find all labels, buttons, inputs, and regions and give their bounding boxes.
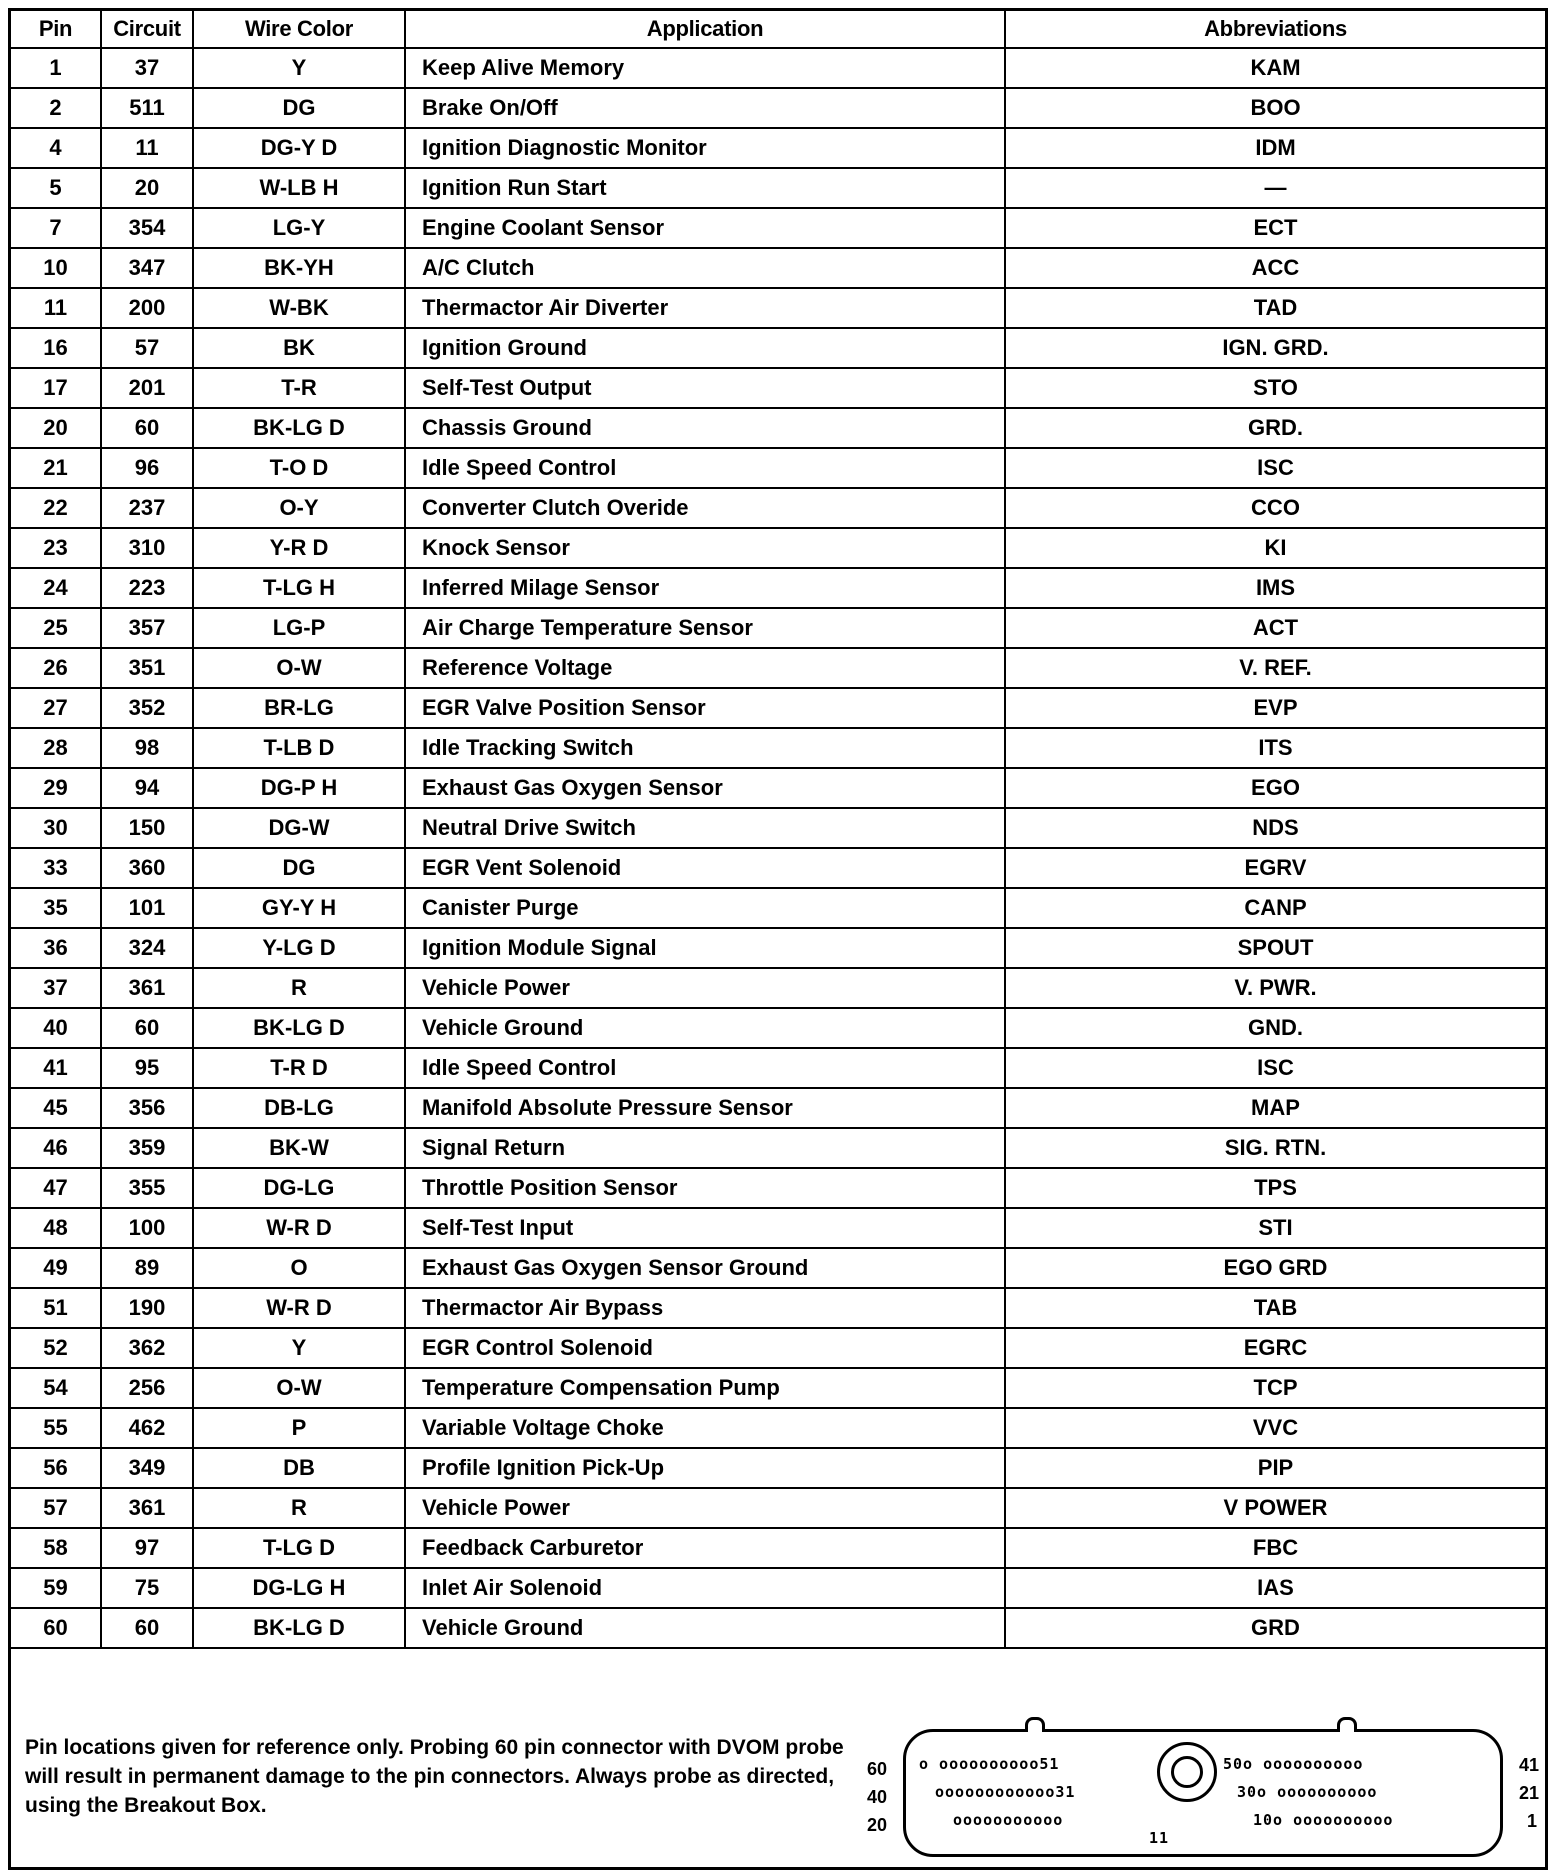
circuit-number: 75 bbox=[101, 1568, 193, 1608]
pin-number: 21 bbox=[11, 448, 101, 488]
table-row bbox=[11, 1488, 1545, 1528]
table-row bbox=[11, 208, 1545, 248]
wire-color: DG-LG H bbox=[193, 1568, 405, 1608]
abbreviation: CCO bbox=[1005, 488, 1545, 528]
pin-number: 54 bbox=[11, 1368, 101, 1408]
table-row bbox=[11, 1088, 1545, 1128]
wire-color: T-LG D bbox=[193, 1528, 405, 1568]
abbreviation: STI bbox=[1005, 1208, 1545, 1248]
connector-label-60: 60 bbox=[867, 1759, 888, 1779]
wire-color: R bbox=[193, 1488, 405, 1528]
application: Ignition Module Signal bbox=[405, 928, 1005, 968]
pin-number: 28 bbox=[11, 728, 101, 768]
table-row bbox=[11, 488, 1545, 528]
table-row bbox=[11, 48, 1545, 88]
circuit-number: 356 bbox=[101, 1088, 193, 1128]
connector-label-41: 41 bbox=[1519, 1755, 1540, 1775]
wire-color: LG-Y bbox=[193, 208, 405, 248]
circuit-number: 351 bbox=[101, 648, 193, 688]
abbreviation: NDS bbox=[1005, 808, 1545, 848]
pin-number: 36 bbox=[11, 928, 101, 968]
pin-number: 40 bbox=[11, 1008, 101, 1048]
abbreviation: TAB bbox=[1005, 1288, 1545, 1328]
table-header-row bbox=[11, 11, 1545, 48]
circuit-number: 37 bbox=[101, 48, 193, 88]
circuit-number: 101 bbox=[101, 888, 193, 928]
pin-number: 52 bbox=[11, 1328, 101, 1368]
circuit-number: 355 bbox=[101, 1168, 193, 1208]
pin-label-11: 11 bbox=[1149, 1829, 1170, 1847]
wire-color: W-R D bbox=[193, 1288, 405, 1328]
wire-color: O-W bbox=[193, 648, 405, 688]
application: Vehicle Power bbox=[405, 968, 1005, 1008]
pin-table-body bbox=[11, 48, 1545, 1648]
circuit-number: 354 bbox=[101, 208, 193, 248]
circuit-number: 97 bbox=[101, 1528, 193, 1568]
abbreviation: GND. bbox=[1005, 1008, 1545, 1048]
application: Signal Return bbox=[405, 1128, 1005, 1168]
table-row bbox=[11, 1608, 1545, 1648]
table-row bbox=[11, 1408, 1545, 1448]
pin-number: 37 bbox=[11, 968, 101, 1008]
abbreviation: BOO bbox=[1005, 88, 1545, 128]
wire-color: O-W bbox=[193, 1368, 405, 1408]
application: EGR Control Solenoid bbox=[405, 1328, 1005, 1368]
circuit-number: 347 bbox=[101, 248, 193, 288]
circuit-number: 357 bbox=[101, 608, 193, 648]
table-row bbox=[11, 968, 1545, 1008]
pin-row-top-left: o oooooooooo51 bbox=[919, 1755, 1060, 1773]
application: Canister Purge bbox=[405, 888, 1005, 928]
abbreviation: SIG. RTN. bbox=[1005, 1128, 1545, 1168]
table-row bbox=[11, 408, 1545, 448]
pin-number: 27 bbox=[11, 688, 101, 728]
circuit-number: 96 bbox=[101, 448, 193, 488]
connector-diagram bbox=[867, 1707, 1547, 1867]
application: Reference Voltage bbox=[405, 648, 1005, 688]
circuit-number: 200 bbox=[101, 288, 193, 328]
application: Vehicle Power bbox=[405, 1488, 1005, 1528]
circuit-number: 361 bbox=[101, 968, 193, 1008]
application: Inlet Air Solenoid bbox=[405, 1568, 1005, 1608]
application: Self-Test Output bbox=[405, 368, 1005, 408]
wire-color: BR-LG bbox=[193, 688, 405, 728]
connector-label-21: 21 bbox=[1519, 1783, 1540, 1803]
circuit-number: 310 bbox=[101, 528, 193, 568]
application: Ignition Diagnostic Monitor bbox=[405, 128, 1005, 168]
wire-color: LG-P bbox=[193, 608, 405, 648]
wire-color: T-R D bbox=[193, 1048, 405, 1088]
connector-label-40: 40 bbox=[867, 1787, 888, 1807]
pin-number: 29 bbox=[11, 768, 101, 808]
abbreviation: — bbox=[1005, 168, 1545, 208]
wire-color: DG-LG bbox=[193, 1168, 405, 1208]
connector-label-20: 20 bbox=[867, 1815, 888, 1835]
table-row bbox=[11, 1448, 1545, 1488]
circuit-number: 11 bbox=[101, 128, 193, 168]
application: Engine Coolant Sensor bbox=[405, 208, 1005, 248]
wire-color: W-R D bbox=[193, 1208, 405, 1248]
wire-color: W-BK bbox=[193, 288, 405, 328]
application: Exhaust Gas Oxygen Sensor Ground bbox=[405, 1248, 1005, 1288]
application: Thermactor Air Bypass bbox=[405, 1288, 1005, 1328]
application: Chassis Ground bbox=[405, 408, 1005, 448]
abbreviation: EGO GRD bbox=[1005, 1248, 1545, 1288]
pin-number: 11 bbox=[11, 288, 101, 328]
wire-color: GY-Y H bbox=[193, 888, 405, 928]
circuit-number: 361 bbox=[101, 1488, 193, 1528]
wire-color: BK-W bbox=[193, 1128, 405, 1168]
circuit-number: 150 bbox=[101, 808, 193, 848]
wire-color: BK-LG D bbox=[193, 408, 405, 448]
abbreviation: EGRV bbox=[1005, 848, 1545, 888]
abbreviation: ACT bbox=[1005, 608, 1545, 648]
pin-number: 16 bbox=[11, 328, 101, 368]
wire-color: BK-YH bbox=[193, 248, 405, 288]
pin-number: 35 bbox=[11, 888, 101, 928]
pin-number: 30 bbox=[11, 808, 101, 848]
application: A/C Clutch bbox=[405, 248, 1005, 288]
wire-color: DG bbox=[193, 88, 405, 128]
abbreviation: ITS bbox=[1005, 728, 1545, 768]
wire-color: DB bbox=[193, 1448, 405, 1488]
wire-color: DG bbox=[193, 848, 405, 888]
circuit-number: 324 bbox=[101, 928, 193, 968]
table-row bbox=[11, 1168, 1545, 1208]
abbreviation: KAM bbox=[1005, 48, 1545, 88]
wire-color: T-LB D bbox=[193, 728, 405, 768]
wire-color: DG-P H bbox=[193, 768, 405, 808]
circuit-number: 359 bbox=[101, 1128, 193, 1168]
pin-number: 17 bbox=[11, 368, 101, 408]
table-row bbox=[11, 1008, 1545, 1048]
pin-number: 25 bbox=[11, 608, 101, 648]
table-row bbox=[11, 888, 1545, 928]
pin-number: 46 bbox=[11, 1128, 101, 1168]
table-row bbox=[11, 1128, 1545, 1168]
pin-number: 10 bbox=[11, 248, 101, 288]
wire-color: Y-LG D bbox=[193, 928, 405, 968]
wire-color: T-O D bbox=[193, 448, 405, 488]
circuit-number: 362 bbox=[101, 1328, 193, 1368]
application: Idle Speed Control bbox=[405, 1048, 1005, 1088]
connector-label-1: 1 bbox=[1527, 1811, 1538, 1831]
circuit-number: 60 bbox=[101, 1608, 193, 1648]
application: Temperature Compensation Pump bbox=[405, 1368, 1005, 1408]
pin-number: 56 bbox=[11, 1448, 101, 1488]
table-row bbox=[11, 808, 1545, 848]
abbreviation: IDM bbox=[1005, 128, 1545, 168]
pin-row-middle-right: 30o oooooooooo bbox=[1237, 1783, 1378, 1801]
circuit-number: 89 bbox=[101, 1248, 193, 1288]
pin-number: 26 bbox=[11, 648, 101, 688]
abbreviation: V POWER bbox=[1005, 1488, 1545, 1528]
circuit-number: 98 bbox=[101, 728, 193, 768]
circuit-number: 349 bbox=[101, 1448, 193, 1488]
pin-number: 33 bbox=[11, 848, 101, 888]
circuit-number: 360 bbox=[101, 848, 193, 888]
abbreviation: KI bbox=[1005, 528, 1545, 568]
abbreviation: VVC bbox=[1005, 1408, 1545, 1448]
circuit-number: 237 bbox=[101, 488, 193, 528]
pin-chart-sheet bbox=[8, 8, 1548, 1870]
abbreviation: EVP bbox=[1005, 688, 1545, 728]
pin-number: 23 bbox=[11, 528, 101, 568]
application: Knock Sensor bbox=[405, 528, 1005, 568]
application: Neutral Drive Switch bbox=[405, 808, 1005, 848]
wire-color: W-LB H bbox=[193, 168, 405, 208]
circuit-number: 60 bbox=[101, 1008, 193, 1048]
table-row bbox=[11, 248, 1545, 288]
pin-number: 57 bbox=[11, 1488, 101, 1528]
application: Keep Alive Memory bbox=[405, 48, 1005, 88]
table-row bbox=[11, 328, 1545, 368]
pin-row-middle-left: oooooooooooo31 bbox=[935, 1783, 1076, 1801]
circuit-number: 223 bbox=[101, 568, 193, 608]
application: Air Charge Temperature Sensor bbox=[405, 608, 1005, 648]
application: Exhaust Gas Oxygen Sensor bbox=[405, 768, 1005, 808]
table-row bbox=[11, 288, 1545, 328]
application: Feedback Carburetor bbox=[405, 1528, 1005, 1568]
wire-color: Y bbox=[193, 48, 405, 88]
wire-color: P bbox=[193, 1408, 405, 1448]
abbreviation: MAP bbox=[1005, 1088, 1545, 1128]
circuit-number: 201 bbox=[101, 368, 193, 408]
abbreviation: CANP bbox=[1005, 888, 1545, 928]
abbreviation: IAS bbox=[1005, 1568, 1545, 1608]
header-abbreviations: Abbreviations bbox=[1005, 11, 1545, 48]
pin-table bbox=[11, 11, 1545, 1649]
pin-number: 22 bbox=[11, 488, 101, 528]
circuit-number: 190 bbox=[101, 1288, 193, 1328]
abbreviation: EGO bbox=[1005, 768, 1545, 808]
pin-number: 47 bbox=[11, 1168, 101, 1208]
table-row bbox=[11, 88, 1545, 128]
abbreviation: TAD bbox=[1005, 288, 1545, 328]
table-row bbox=[11, 168, 1545, 208]
pin-number: 20 bbox=[11, 408, 101, 448]
circuit-number: 462 bbox=[101, 1408, 193, 1448]
pin-number: 48 bbox=[11, 1208, 101, 1248]
abbreviation: TCP bbox=[1005, 1368, 1545, 1408]
table-row bbox=[11, 528, 1545, 568]
circuit-number: 20 bbox=[101, 168, 193, 208]
circuit-number: 57 bbox=[101, 328, 193, 368]
application: Manifold Absolute Pressure Sensor bbox=[405, 1088, 1005, 1128]
application: Throttle Position Sensor bbox=[405, 1168, 1005, 1208]
circuit-number: 511 bbox=[101, 88, 193, 128]
table-row bbox=[11, 728, 1545, 768]
table-row bbox=[11, 128, 1545, 168]
abbreviation: V. REF. bbox=[1005, 648, 1545, 688]
circuit-number: 94 bbox=[101, 768, 193, 808]
wire-color: DG-W bbox=[193, 808, 405, 848]
table-row bbox=[11, 568, 1545, 608]
pin-number: 58 bbox=[11, 1528, 101, 1568]
pin-number: 24 bbox=[11, 568, 101, 608]
wire-color: DB-LG bbox=[193, 1088, 405, 1128]
application: Vehicle Ground bbox=[405, 1608, 1005, 1648]
abbreviation: ECT bbox=[1005, 208, 1545, 248]
footnote-warning: Pin locations given for reference only. Probing 60 pin connector with DVOM probe will result in permanent damage to the pin connectors. Always probe as directed, using the Breakout Box. bbox=[25, 1736, 844, 1817]
wire-color: O-Y bbox=[193, 488, 405, 528]
circuit-number: 352 bbox=[101, 688, 193, 728]
pin-number: 51 bbox=[11, 1288, 101, 1328]
pin-row-top-right: 50o oooooooooo bbox=[1223, 1755, 1364, 1773]
circuit-number: 60 bbox=[101, 408, 193, 448]
application: Variable Voltage Choke bbox=[405, 1408, 1005, 1448]
pin-row-bottom-right: 10o oooooooooo bbox=[1253, 1811, 1394, 1829]
header-circuit: Circuit bbox=[101, 11, 193, 48]
wire-color: BK bbox=[193, 328, 405, 368]
circuit-number: 100 bbox=[101, 1208, 193, 1248]
pin-row-bottom-left: ooooooooooo bbox=[953, 1811, 1064, 1829]
table-row bbox=[11, 768, 1545, 808]
abbreviation: IMS bbox=[1005, 568, 1545, 608]
abbreviation: V. PWR. bbox=[1005, 968, 1545, 1008]
abbreviation: GRD bbox=[1005, 1608, 1545, 1648]
connector-key-left bbox=[1025, 1717, 1045, 1732]
application: Ignition Ground bbox=[405, 328, 1005, 368]
wire-color: BK-LG D bbox=[193, 1008, 405, 1048]
application: Thermactor Air Diverter bbox=[405, 288, 1005, 328]
table-row bbox=[11, 848, 1545, 888]
table-row bbox=[11, 1368, 1545, 1408]
circuit-number: 256 bbox=[101, 1368, 193, 1408]
application: Ignition Run Start bbox=[405, 168, 1005, 208]
application: EGR Valve Position Sensor bbox=[405, 688, 1005, 728]
header-pin: Pin bbox=[11, 11, 101, 48]
table-row bbox=[11, 1328, 1545, 1368]
application: Idle Speed Control bbox=[405, 448, 1005, 488]
table-row bbox=[11, 928, 1545, 968]
header-wire-color: Wire Color bbox=[193, 11, 405, 48]
abbreviation: SPOUT bbox=[1005, 928, 1545, 968]
pin-number: 45 bbox=[11, 1088, 101, 1128]
table-row bbox=[11, 688, 1545, 728]
application: Idle Tracking Switch bbox=[405, 728, 1005, 768]
pin-number: 4 bbox=[11, 128, 101, 168]
header-application: Application bbox=[405, 11, 1005, 48]
table-row bbox=[11, 1568, 1545, 1608]
pin-number: 1 bbox=[11, 48, 101, 88]
table-row bbox=[11, 1048, 1545, 1088]
table-row bbox=[11, 608, 1545, 648]
table-row bbox=[11, 368, 1545, 408]
table-row bbox=[11, 1288, 1545, 1328]
pin-number: 59 bbox=[11, 1568, 101, 1608]
pin-number: 7 bbox=[11, 208, 101, 248]
abbreviation: FBC bbox=[1005, 1528, 1545, 1568]
pin-number: 2 bbox=[11, 88, 101, 128]
application: Converter Clutch Overide bbox=[405, 488, 1005, 528]
abbreviation: TPS bbox=[1005, 1168, 1545, 1208]
application: EGR Vent Solenoid bbox=[405, 848, 1005, 888]
wire-color: T-R bbox=[193, 368, 405, 408]
table-row bbox=[11, 1208, 1545, 1248]
wire-color: DG-Y D bbox=[193, 128, 405, 168]
wire-color: T-LG H bbox=[193, 568, 405, 608]
table-row bbox=[11, 1248, 1545, 1288]
table-row bbox=[11, 1528, 1545, 1568]
wire-color: R bbox=[193, 968, 405, 1008]
pin-number: 49 bbox=[11, 1248, 101, 1288]
application: Brake On/Off bbox=[405, 88, 1005, 128]
table-row bbox=[11, 448, 1545, 488]
application: Vehicle Ground bbox=[405, 1008, 1005, 1048]
abbreviation: STO bbox=[1005, 368, 1545, 408]
pin-number: 5 bbox=[11, 168, 101, 208]
application: Inferred Milage Sensor bbox=[405, 568, 1005, 608]
abbreviation: GRD. bbox=[1005, 408, 1545, 448]
abbreviation: PIP bbox=[1005, 1448, 1545, 1488]
abbreviation: ISC bbox=[1005, 1048, 1545, 1088]
circuit-number: 95 bbox=[101, 1048, 193, 1088]
wire-color: BK-LG D bbox=[193, 1608, 405, 1648]
pin-number: 55 bbox=[11, 1408, 101, 1448]
table-row bbox=[11, 648, 1545, 688]
connector-center-bolt bbox=[1157, 1742, 1217, 1802]
abbreviation: EGRC bbox=[1005, 1328, 1545, 1368]
wire-color: O bbox=[193, 1248, 405, 1288]
application: Profile Ignition Pick-Up bbox=[405, 1448, 1005, 1488]
connector-key-right bbox=[1337, 1717, 1357, 1732]
application: Self-Test Input bbox=[405, 1208, 1005, 1248]
abbreviation: ISC bbox=[1005, 448, 1545, 488]
pin-number: 41 bbox=[11, 1048, 101, 1088]
abbreviation: IGN. GRD. bbox=[1005, 328, 1545, 368]
wire-color: Y bbox=[193, 1328, 405, 1368]
pin-number: 60 bbox=[11, 1608, 101, 1648]
wire-color: Y-R D bbox=[193, 528, 405, 568]
abbreviation: ACC bbox=[1005, 248, 1545, 288]
